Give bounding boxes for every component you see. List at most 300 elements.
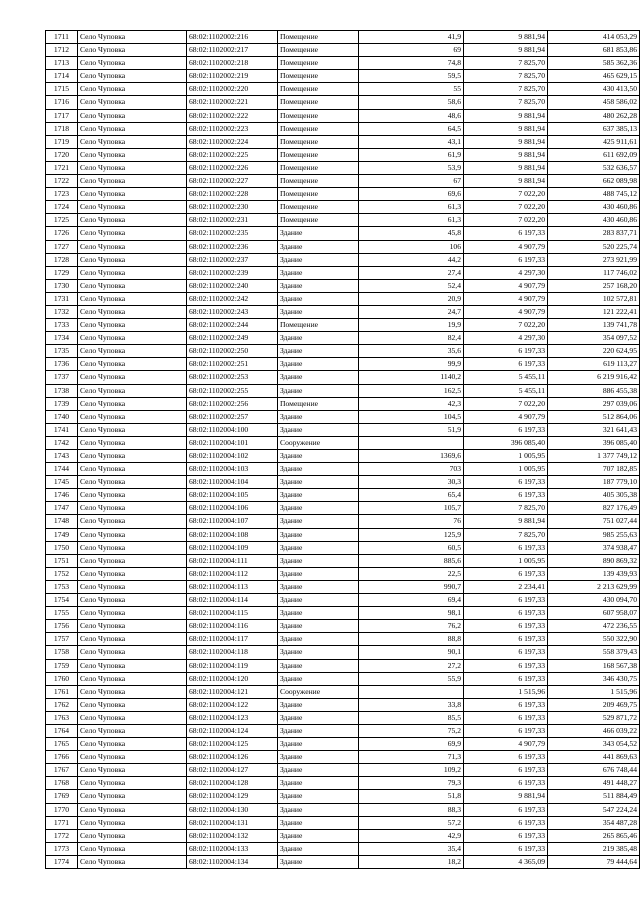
table-row bbox=[46, 423, 640, 436]
row-number: 1752 bbox=[46, 567, 78, 580]
table-row bbox=[46, 148, 640, 161]
cadastral-value-cell: 354 487,28 bbox=[548, 816, 640, 829]
object-type-cell: Здание bbox=[278, 580, 359, 593]
object-type-cell: Помещение bbox=[278, 109, 359, 122]
table-row bbox=[46, 70, 640, 83]
unit-value-cell: 1 005,95 bbox=[464, 554, 548, 567]
table-row bbox=[46, 266, 640, 279]
object-type-cell: Здание bbox=[278, 829, 359, 842]
cadastral-value-cell: 374 938,47 bbox=[548, 541, 640, 554]
area-cell: 55,9 bbox=[359, 672, 464, 685]
object-type-cell: Здание bbox=[278, 371, 359, 384]
row-number: 1731 bbox=[46, 292, 78, 305]
row-number: 1770 bbox=[46, 803, 78, 816]
object-type-cell: Здание bbox=[278, 764, 359, 777]
cadastral-number-cell: 68:02:1102002:249 bbox=[187, 332, 278, 345]
area-cell: 109,2 bbox=[359, 764, 464, 777]
object-type-cell: Здание bbox=[278, 450, 359, 463]
object-type-cell: Здание bbox=[278, 423, 359, 436]
cadastral-number-cell: 68:02:1102004:126 bbox=[187, 751, 278, 764]
cadastral-number-cell: 68:02:1102002:253 bbox=[187, 371, 278, 384]
cadastral-number-cell: 68:02:1102002:240 bbox=[187, 279, 278, 292]
locality-cell: Село Чуповка bbox=[78, 450, 187, 463]
table-row bbox=[46, 580, 640, 593]
table-row bbox=[46, 96, 640, 109]
area-cell: 703 bbox=[359, 463, 464, 476]
row-number: 1757 bbox=[46, 633, 78, 646]
unit-value-cell: 6 197,33 bbox=[464, 764, 548, 777]
locality-cell: Село Чуповка bbox=[78, 476, 187, 489]
table-row bbox=[46, 620, 640, 633]
cadastral-number-cell: 68:02:1102002:244 bbox=[187, 319, 278, 332]
area-cell: 60,5 bbox=[359, 541, 464, 554]
cadastral-value-cell: 547 224,24 bbox=[548, 803, 640, 816]
locality-cell: Село Чуповка bbox=[78, 423, 187, 436]
cadastral-value-cell: 465 629,15 bbox=[548, 70, 640, 83]
cadastral-number-cell: 68:02:1102002:251 bbox=[187, 358, 278, 371]
locality-cell: Село Чуповка bbox=[78, 489, 187, 502]
cadastral-number-cell: 68:02:1102004:123 bbox=[187, 711, 278, 724]
cadastral-value-cell: 611 692,09 bbox=[548, 148, 640, 161]
area-cell: 98,1 bbox=[359, 607, 464, 620]
row-number: 1747 bbox=[46, 502, 78, 515]
area-cell: 51,8 bbox=[359, 790, 464, 803]
table-row bbox=[46, 633, 640, 646]
cadastral-value-cell: 751 027,44 bbox=[548, 515, 640, 528]
locality-cell: Село Чуповка bbox=[78, 57, 187, 70]
cadastral-value-cell: 117 746,02 bbox=[548, 266, 640, 279]
cadastral-number-cell: 68:02:1102002:239 bbox=[187, 266, 278, 279]
cadastral-value-cell: 707 182,85 bbox=[548, 463, 640, 476]
cadastral-value-cell: 1 377 749,12 bbox=[548, 450, 640, 463]
unit-value-cell: 1 515,96 bbox=[464, 685, 548, 698]
object-type-cell: Сооружение bbox=[278, 436, 359, 449]
object-type-cell: Помещение bbox=[278, 214, 359, 227]
cadastral-number-cell: 68:02:1102002:228 bbox=[187, 188, 278, 201]
cadastral-number-cell: 68:02:1102002:242 bbox=[187, 292, 278, 305]
row-number: 1715 bbox=[46, 83, 78, 96]
cadastral-value-cell: 121 222,41 bbox=[548, 305, 640, 318]
unit-value-cell: 6 197,33 bbox=[464, 646, 548, 659]
cadastral-number-cell: 68:02:1102004:100 bbox=[187, 423, 278, 436]
object-type-cell: Помещение bbox=[278, 70, 359, 83]
locality-cell: Село Чуповка bbox=[78, 214, 187, 227]
unit-value-cell: 7 022,20 bbox=[464, 214, 548, 227]
cadastral-value-cell: 321 641,43 bbox=[548, 423, 640, 436]
locality-cell: Село Чуповка bbox=[78, 855, 187, 868]
row-number: 1725 bbox=[46, 214, 78, 227]
row-number: 1716 bbox=[46, 96, 78, 109]
unit-value-cell: 4 907,79 bbox=[464, 292, 548, 305]
locality-cell: Село Чуповка bbox=[78, 829, 187, 842]
unit-value-cell: 4 907,79 bbox=[464, 279, 548, 292]
locality-cell: Село Чуповка bbox=[78, 397, 187, 410]
unit-value-cell: 6 197,33 bbox=[464, 423, 548, 436]
cadastral-number-cell: 68:02:1102004:114 bbox=[187, 594, 278, 607]
cadastral-number-cell: 68:02:1102002:221 bbox=[187, 96, 278, 109]
object-type-cell: Здание bbox=[278, 292, 359, 305]
cadastral-number-cell: 68:02:1102002:225 bbox=[187, 148, 278, 161]
cadastral-number-cell: 68:02:1102002:243 bbox=[187, 305, 278, 318]
area-cell: 74,8 bbox=[359, 57, 464, 70]
area-cell: 885,6 bbox=[359, 554, 464, 567]
unit-value-cell: 9 881,94 bbox=[464, 161, 548, 174]
object-type-cell: Здание bbox=[278, 253, 359, 266]
row-number: 1712 bbox=[46, 44, 78, 57]
cadastral-value-cell: 219 385,48 bbox=[548, 842, 640, 855]
unit-value-cell: 7 825,70 bbox=[464, 528, 548, 541]
row-number: 1748 bbox=[46, 515, 78, 528]
cadastral-number-cell: 68:02:1102004:111 bbox=[187, 554, 278, 567]
cadastral-number-cell: 68:02:1102002:257 bbox=[187, 410, 278, 423]
object-type-cell: Помещение bbox=[278, 161, 359, 174]
locality-cell: Село Чуповка bbox=[78, 83, 187, 96]
unit-value-cell: 4 297,30 bbox=[464, 332, 548, 345]
cadastral-number-cell: 68:02:1102004:127 bbox=[187, 764, 278, 777]
unit-value-cell: 7 825,70 bbox=[464, 96, 548, 109]
area-cell: 104,5 bbox=[359, 410, 464, 423]
row-number: 1739 bbox=[46, 397, 78, 410]
object-type-cell: Здание bbox=[278, 620, 359, 633]
object-type-cell: Здание bbox=[278, 594, 359, 607]
row-number: 1727 bbox=[46, 240, 78, 253]
row-number: 1755 bbox=[46, 607, 78, 620]
cadastral-value-cell: 273 921,99 bbox=[548, 253, 640, 266]
table-row bbox=[46, 31, 640, 44]
table-row bbox=[46, 554, 640, 567]
object-type-cell: Здание bbox=[278, 332, 359, 345]
table-row bbox=[46, 855, 640, 868]
locality-cell: Село Чуповка bbox=[78, 109, 187, 122]
locality-cell: Село Чуповка bbox=[78, 345, 187, 358]
unit-value-cell: 9 881,94 bbox=[464, 122, 548, 135]
row-number: 1766 bbox=[46, 751, 78, 764]
unit-value-cell: 7 022,20 bbox=[464, 188, 548, 201]
unit-value-cell: 6 197,33 bbox=[464, 724, 548, 737]
locality-cell: Село Чуповка bbox=[78, 620, 187, 633]
area-cell: 20,9 bbox=[359, 292, 464, 305]
locality-cell: Село Чуповка bbox=[78, 384, 187, 397]
unit-value-cell: 4 907,79 bbox=[464, 240, 548, 253]
cadastral-value-cell: 209 469,75 bbox=[548, 698, 640, 711]
locality-cell: Село Чуповка bbox=[78, 711, 187, 724]
object-type-cell: Здание bbox=[278, 790, 359, 803]
area-cell: 76,2 bbox=[359, 620, 464, 633]
row-number: 1744 bbox=[46, 463, 78, 476]
locality-cell: Село Чуповка bbox=[78, 541, 187, 554]
cadastral-number-cell: 68:02:1102002:220 bbox=[187, 83, 278, 96]
area-cell: 43,1 bbox=[359, 135, 464, 148]
cadastral-value-cell: 297 039,06 bbox=[548, 397, 640, 410]
unit-value-cell: 6 197,33 bbox=[464, 227, 548, 240]
unit-value-cell: 6 197,33 bbox=[464, 620, 548, 633]
area-cell: 22,5 bbox=[359, 567, 464, 580]
locality-cell: Село Чуповка bbox=[78, 266, 187, 279]
cadastral-value-cell: 491 448,27 bbox=[548, 777, 640, 790]
cadastral-number-cell: 68:02:1102002:231 bbox=[187, 214, 278, 227]
cadastral-value-cell: 676 748,44 bbox=[548, 764, 640, 777]
unit-value-cell: 6 197,33 bbox=[464, 476, 548, 489]
table-row bbox=[46, 214, 640, 227]
area-cell: 79,3 bbox=[359, 777, 464, 790]
table-row bbox=[46, 515, 640, 528]
row-number: 1760 bbox=[46, 672, 78, 685]
locality-cell: Село Чуповка bbox=[78, 253, 187, 266]
cadastral-number-cell: 68:02:1102004:102 bbox=[187, 450, 278, 463]
object-type-cell: Помещение bbox=[278, 83, 359, 96]
cadastral-value-cell: 430 460,86 bbox=[548, 214, 640, 227]
object-type-cell: Здание bbox=[278, 476, 359, 489]
cadastral-number-cell: 68:02:1102004:103 bbox=[187, 463, 278, 476]
object-type-cell: Помещение bbox=[278, 31, 359, 44]
table-row bbox=[46, 57, 640, 70]
unit-value-cell: 5 455,11 bbox=[464, 371, 548, 384]
object-type-cell: Здание bbox=[278, 738, 359, 751]
cadastral-number-cell: 68:02:1102002:226 bbox=[187, 161, 278, 174]
row-number: 1733 bbox=[46, 319, 78, 332]
object-type-cell: Помещение bbox=[278, 96, 359, 109]
table-row bbox=[46, 175, 640, 188]
table-row bbox=[46, 410, 640, 423]
unit-value-cell: 9 881,94 bbox=[464, 109, 548, 122]
table-row bbox=[46, 672, 640, 685]
unit-value-cell: 6 197,33 bbox=[464, 672, 548, 685]
cadastral-number-cell: 68:02:1102004:121 bbox=[187, 685, 278, 698]
object-type-cell: Здание bbox=[278, 279, 359, 292]
table-row bbox=[46, 829, 640, 842]
table-row bbox=[46, 476, 640, 489]
object-type-cell: Помещение bbox=[278, 319, 359, 332]
row-number: 1726 bbox=[46, 227, 78, 240]
area-cell: 24,7 bbox=[359, 305, 464, 318]
row-number: 1728 bbox=[46, 253, 78, 266]
locality-cell: Село Чуповка bbox=[78, 148, 187, 161]
cadastral-number-cell: 68:02:1102004:113 bbox=[187, 580, 278, 593]
locality-cell: Село Чуповка bbox=[78, 672, 187, 685]
area-cell: 67 bbox=[359, 175, 464, 188]
unit-value-cell: 9 881,94 bbox=[464, 135, 548, 148]
object-type-cell: Здание bbox=[278, 751, 359, 764]
row-number: 1711 bbox=[46, 31, 78, 44]
table-row bbox=[46, 790, 640, 803]
object-type-cell: Здание bbox=[278, 515, 359, 528]
locality-cell: Село Чуповка bbox=[78, 410, 187, 423]
locality-cell: Село Чуповка bbox=[78, 279, 187, 292]
row-number: 1732 bbox=[46, 305, 78, 318]
cadastral-value-cell: 187 779,10 bbox=[548, 476, 640, 489]
table-row bbox=[46, 528, 640, 541]
locality-cell: Село Чуповка bbox=[78, 554, 187, 567]
cadastral-number-cell: 68:02:1102004:125 bbox=[187, 738, 278, 751]
area-cell: 90,1 bbox=[359, 646, 464, 659]
object-type-cell: Здание bbox=[278, 410, 359, 423]
unit-value-cell: 6 197,33 bbox=[464, 358, 548, 371]
locality-cell: Село Чуповка bbox=[78, 659, 187, 672]
cadastral-number-cell: 68:02:1102004:133 bbox=[187, 842, 278, 855]
area-cell: 69,9 bbox=[359, 738, 464, 751]
object-type-cell: Здание bbox=[278, 646, 359, 659]
row-number: 1721 bbox=[46, 161, 78, 174]
unit-value-cell: 7 825,70 bbox=[464, 83, 548, 96]
object-type-cell: Здание bbox=[278, 541, 359, 554]
area-cell bbox=[359, 436, 464, 449]
cadastral-number-cell: 68:02:1102002:227 bbox=[187, 175, 278, 188]
cadastral-number-cell: 68:02:1102004:107 bbox=[187, 515, 278, 528]
object-type-cell: Помещение bbox=[278, 44, 359, 57]
locality-cell: Село Чуповка bbox=[78, 44, 187, 57]
area-cell: 69,4 bbox=[359, 594, 464, 607]
object-type-cell: Здание bbox=[278, 816, 359, 829]
cadastral-number-cell: 68:02:1102002:250 bbox=[187, 345, 278, 358]
unit-value-cell: 9 881,94 bbox=[464, 44, 548, 57]
unit-value-cell: 9 881,94 bbox=[464, 790, 548, 803]
table-row bbox=[46, 738, 640, 751]
unit-value-cell: 4 907,79 bbox=[464, 738, 548, 751]
table-row bbox=[46, 240, 640, 253]
locality-cell: Село Чуповка bbox=[78, 607, 187, 620]
cadastral-number-cell: 68:02:1102002:235 bbox=[187, 227, 278, 240]
table-row bbox=[46, 371, 640, 384]
table-row bbox=[46, 685, 640, 698]
row-number: 1717 bbox=[46, 109, 78, 122]
unit-value-cell: 6 197,33 bbox=[464, 711, 548, 724]
cadastral-number-cell: 68:02:1102002:218 bbox=[187, 57, 278, 70]
cadastral-value-cell: 139 741,78 bbox=[548, 319, 640, 332]
row-number: 1750 bbox=[46, 541, 78, 554]
cadastral-value-cell: 405 305,38 bbox=[548, 489, 640, 502]
locality-cell: Село Чуповка bbox=[78, 201, 187, 214]
row-number: 1773 bbox=[46, 842, 78, 855]
cadastral-number-cell: 68:02:1102004:124 bbox=[187, 724, 278, 737]
cadastral-value-cell: 430 413,50 bbox=[548, 83, 640, 96]
locality-cell: Село Чуповка bbox=[78, 436, 187, 449]
row-number: 1722 bbox=[46, 175, 78, 188]
cadastral-value-cell: 425 911,61 bbox=[548, 135, 640, 148]
row-number: 1723 bbox=[46, 188, 78, 201]
area-cell: 27,4 bbox=[359, 266, 464, 279]
table-row bbox=[46, 502, 640, 515]
locality-cell: Село Чуповка bbox=[78, 633, 187, 646]
cadastral-value-cell: 102 572,81 bbox=[548, 292, 640, 305]
object-type-cell: Сооружение bbox=[278, 685, 359, 698]
cadastral-value-cell: 532 636,57 bbox=[548, 161, 640, 174]
table-row bbox=[46, 594, 640, 607]
table-row bbox=[46, 319, 640, 332]
locality-cell: Село Чуповка bbox=[78, 777, 187, 790]
unit-value-cell: 6 197,33 bbox=[464, 594, 548, 607]
row-number: 1769 bbox=[46, 790, 78, 803]
cadastral-value-cell: 886 455,38 bbox=[548, 384, 640, 397]
cadastral-value-cell: 890 869,32 bbox=[548, 554, 640, 567]
cadastral-value-cell: 430 460,86 bbox=[548, 201, 640, 214]
table-row bbox=[46, 489, 640, 502]
cadastral-value-cell: 283 837,71 bbox=[548, 227, 640, 240]
cadastral-value-cell: 414 053,29 bbox=[548, 31, 640, 44]
area-cell: 44,2 bbox=[359, 253, 464, 266]
row-number: 1758 bbox=[46, 646, 78, 659]
cadastral-value-cell: 550 322,90 bbox=[548, 633, 640, 646]
locality-cell: Село Чуповка bbox=[78, 188, 187, 201]
table-row bbox=[46, 292, 640, 305]
row-number: 1740 bbox=[46, 410, 78, 423]
locality-cell: Село Чуповка bbox=[78, 724, 187, 737]
object-type-cell: Здание bbox=[278, 803, 359, 816]
unit-value-cell: 6 197,33 bbox=[464, 345, 548, 358]
table-row bbox=[46, 541, 640, 554]
object-type-cell: Здание bbox=[278, 266, 359, 279]
area-cell: 19,9 bbox=[359, 319, 464, 332]
area-cell: 69 bbox=[359, 44, 464, 57]
locality-cell: Село Чуповка bbox=[78, 358, 187, 371]
locality-cell: Село Чуповка bbox=[78, 751, 187, 764]
locality-cell: Село Чуповка bbox=[78, 816, 187, 829]
unit-value-cell: 7 825,70 bbox=[464, 57, 548, 70]
cadastral-number-cell: 68:02:1102002:236 bbox=[187, 240, 278, 253]
row-number: 1737 bbox=[46, 371, 78, 384]
cadastral-number-cell: 68:02:1102004:104 bbox=[187, 476, 278, 489]
row-number: 1724 bbox=[46, 201, 78, 214]
area-cell: 1140,2 bbox=[359, 371, 464, 384]
cadastral-value-cell: 265 865,46 bbox=[548, 829, 640, 842]
cadastral-value-cell: 681 853,86 bbox=[548, 44, 640, 57]
cadastral-number-cell: 68:02:1102002:230 bbox=[187, 201, 278, 214]
area-cell: 27,2 bbox=[359, 659, 464, 672]
locality-cell: Село Чуповка bbox=[78, 122, 187, 135]
row-number: 1729 bbox=[46, 266, 78, 279]
cadastral-value-cell: 257 168,20 bbox=[548, 279, 640, 292]
cadastral-value-cell: 472 236,55 bbox=[548, 620, 640, 633]
table-row bbox=[46, 698, 640, 711]
row-number: 1767 bbox=[46, 764, 78, 777]
object-type-cell: Помещение bbox=[278, 122, 359, 135]
object-type-cell: Здание bbox=[278, 502, 359, 515]
object-type-cell: Здание bbox=[278, 724, 359, 737]
cadastral-value-cell: 139 439,93 bbox=[548, 567, 640, 580]
row-number: 1713 bbox=[46, 57, 78, 70]
object-type-cell: Здание bbox=[278, 305, 359, 318]
cadastral-value-cell: 2 213 629,99 bbox=[548, 580, 640, 593]
row-number: 1768 bbox=[46, 777, 78, 790]
table-row bbox=[46, 724, 640, 737]
unit-value-cell: 6 197,33 bbox=[464, 253, 548, 266]
locality-cell: Село Чуповка bbox=[78, 240, 187, 253]
area-cell: 162,5 bbox=[359, 384, 464, 397]
unit-value-cell: 6 197,33 bbox=[464, 698, 548, 711]
cadastral-value-cell: 985 255,63 bbox=[548, 528, 640, 541]
table-row bbox=[46, 711, 640, 724]
table-row bbox=[46, 764, 640, 777]
unit-value-cell: 6 197,33 bbox=[464, 607, 548, 620]
area-cell: 65,4 bbox=[359, 489, 464, 502]
locality-cell: Село Чуповка bbox=[78, 738, 187, 751]
area-cell: 106 bbox=[359, 240, 464, 253]
cadastral-value-cell: 520 225,74 bbox=[548, 240, 640, 253]
unit-value-cell: 9 881,94 bbox=[464, 31, 548, 44]
area-cell: 51,9 bbox=[359, 423, 464, 436]
unit-value-cell: 1 005,95 bbox=[464, 450, 548, 463]
cadastral-value-cell: 480 262,28 bbox=[548, 109, 640, 122]
unit-value-cell: 6 197,33 bbox=[464, 829, 548, 842]
row-number: 1762 bbox=[46, 698, 78, 711]
cadastral-number-cell: 68:02:1102004:128 bbox=[187, 777, 278, 790]
locality-cell: Село Чуповка bbox=[78, 515, 187, 528]
area-cell: 85,5 bbox=[359, 711, 464, 724]
unit-value-cell: 6 197,33 bbox=[464, 541, 548, 554]
row-number: 1759 bbox=[46, 659, 78, 672]
row-number: 1734 bbox=[46, 332, 78, 345]
area-cell: 61,3 bbox=[359, 201, 464, 214]
unit-value-cell: 6 197,33 bbox=[464, 777, 548, 790]
